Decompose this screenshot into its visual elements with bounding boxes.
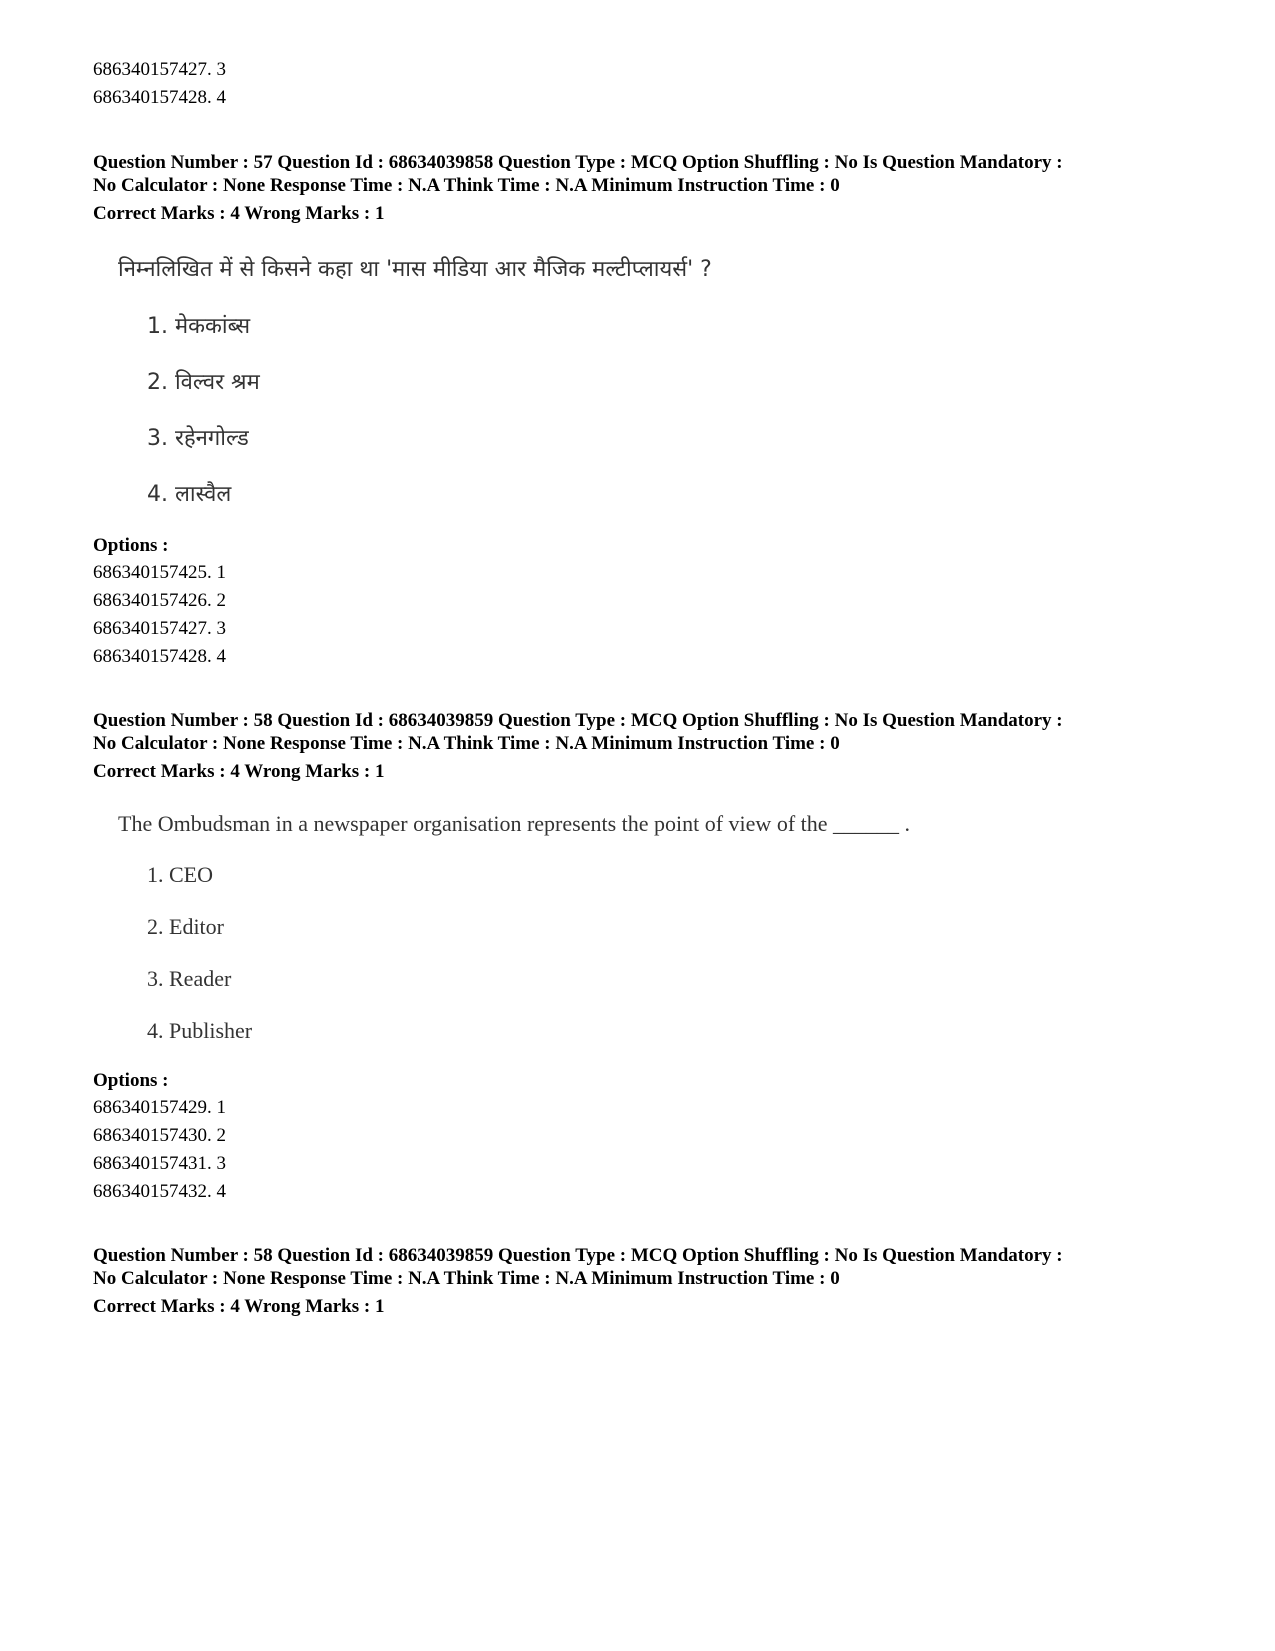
- option-id-line: 686340157429. 1: [93, 1097, 226, 1118]
- question-meta-line: No Calculator : None Response Time : N.A Think Time : N.A Minimum Instruction Time : 0: [93, 733, 840, 754]
- question-meta-line: No Calculator : None Response Time : N.A Think Time : N.A Minimum Instruction Time : 0: [93, 175, 840, 196]
- question-marks: Correct Marks : 4 Wrong Marks : 1: [93, 1296, 385, 1317]
- question-meta-line: No Calculator : None Response Time : N.A Think Time : N.A Minimum Instruction Time : 0: [93, 1268, 840, 1289]
- question-text: The Ombudsman in a newspaper organisation represents the point of view of the ______ .: [118, 811, 911, 836]
- question-meta-line: Question Number : 58 Question Id : 68634039859 Question Type : MCQ Option Shuffling : No Is Question Mandatory :: [93, 710, 1063, 731]
- option-id-line: 686340157427. 3: [93, 618, 226, 639]
- question-marks: Correct Marks : 4 Wrong Marks : 1: [93, 203, 385, 224]
- option-id-line: 686340157425. 1: [93, 562, 226, 583]
- question-meta-line: Question Number : 58 Question Id : 68634039859 Question Type : MCQ Option Shuffling : No Is Question Mandatory :: [93, 1245, 1063, 1266]
- answer-choice: 1. मेककांब्स: [147, 314, 251, 339]
- question-meta-line: Question Number : 57 Question Id : 68634039858 Question Type : MCQ Option Shuffling : No Is Question Mandatory :: [93, 152, 1063, 173]
- answer-choice: 4. लास्वैल: [147, 482, 232, 507]
- option-id-line: 686340157431. 3: [93, 1153, 226, 1174]
- option-id-line: 686340157427. 3: [93, 59, 226, 80]
- question-text: निम्नलिखित में से किसने कहा था 'मास मीडिया आर मैजिक मल्टीप्लायर्स' ?: [118, 257, 712, 282]
- answer-choice: 3. Reader: [147, 966, 232, 991]
- answer-choice: 1. CEO: [147, 862, 213, 887]
- option-id-line: 686340157430. 2: [93, 1125, 226, 1146]
- question-marks: Correct Marks : 4 Wrong Marks : 1: [93, 761, 385, 782]
- option-id-line: 686340157428. 4: [93, 646, 226, 667]
- option-id-line: 686340157432. 4: [93, 1181, 226, 1202]
- answer-choice: 2. Editor: [147, 914, 224, 939]
- options-label: Options :: [93, 535, 169, 556]
- option-id-line: 686340157426. 2: [93, 590, 226, 611]
- options-label: Options :: [93, 1070, 169, 1091]
- answer-choice: 4. Publisher: [147, 1018, 253, 1043]
- answer-choice: 2. विल्वर श्रम: [147, 370, 260, 395]
- answer-choice: 3. रहेनगोल्ड: [147, 426, 249, 451]
- option-id-line: 686340157428. 4: [93, 87, 226, 108]
